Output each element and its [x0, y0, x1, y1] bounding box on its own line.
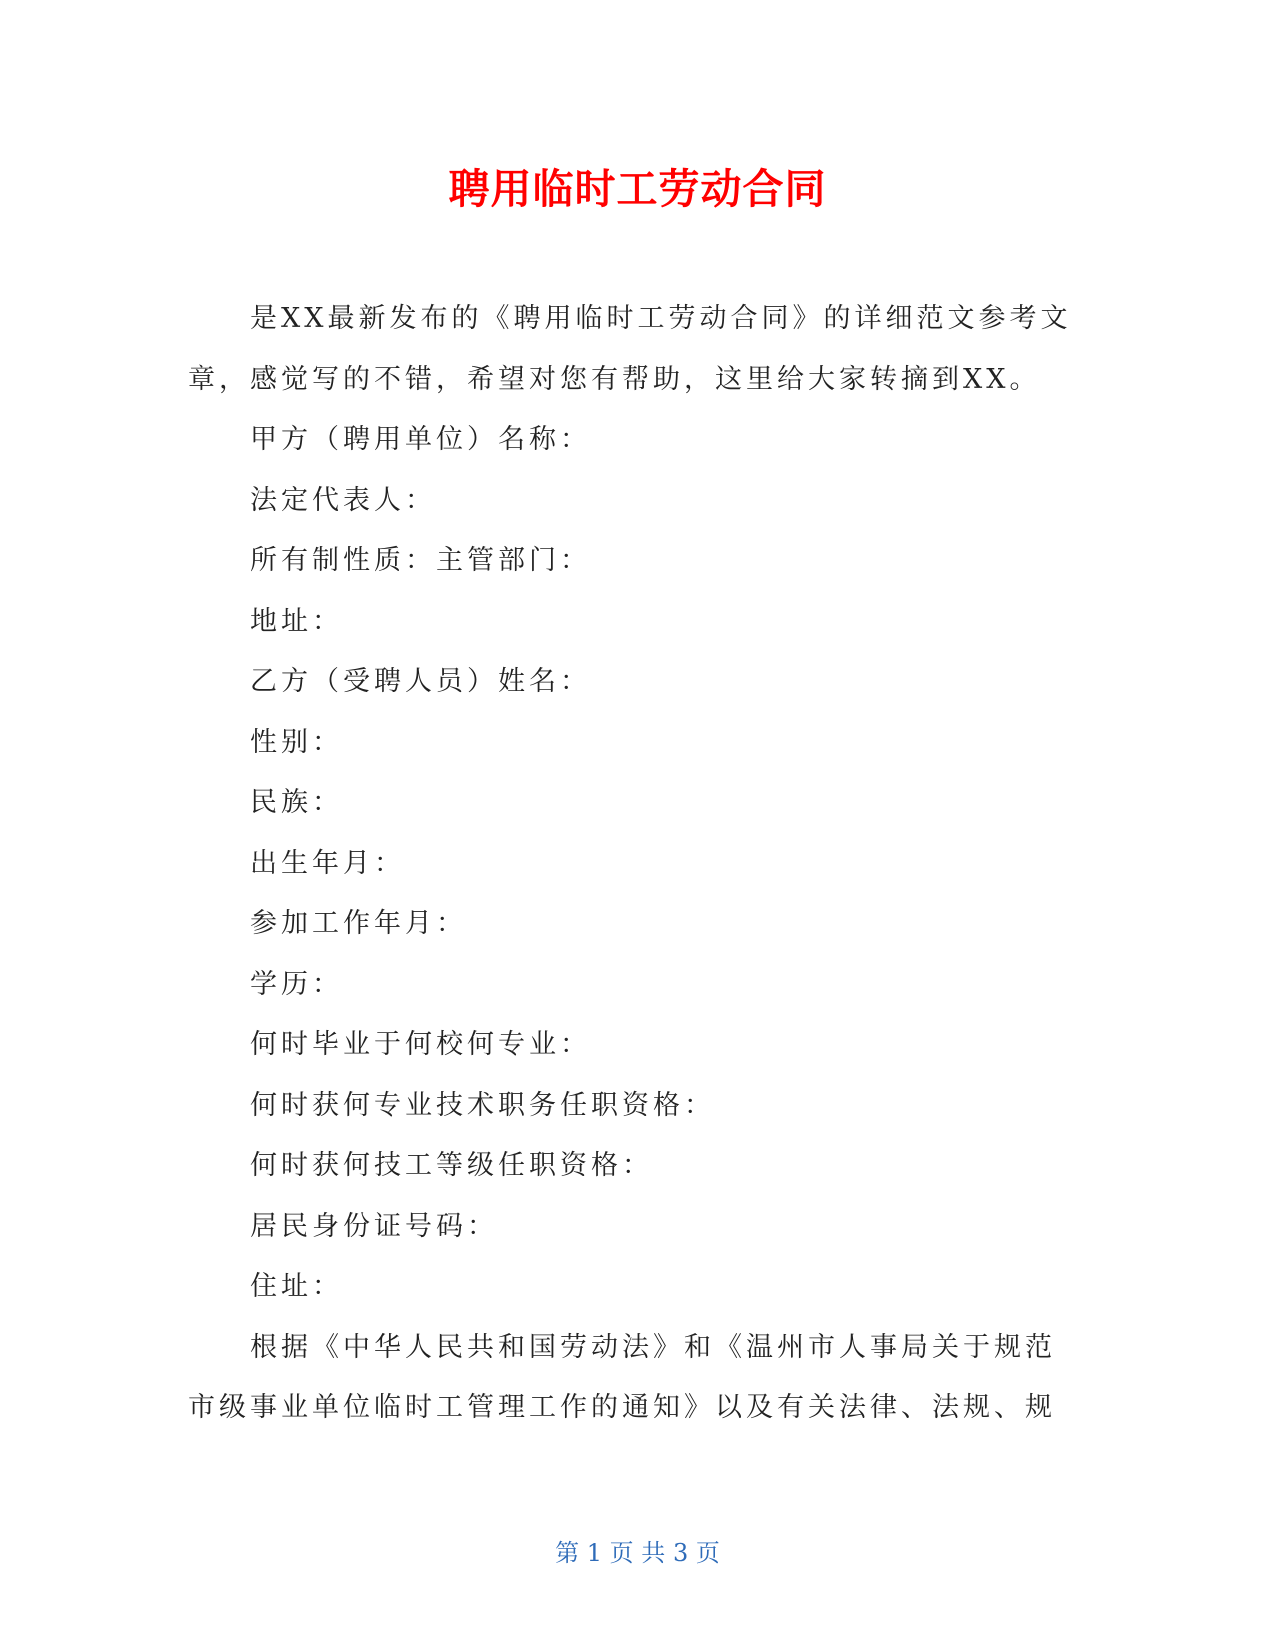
field-legal-representative: 法定代表人： — [250, 484, 436, 516]
field-education: 学历： — [250, 968, 343, 1000]
page-number-footer: 第 1 页 共 3 页 — [555, 1539, 720, 1567]
field-party-a-name: 甲方（聘用单位）名称： — [250, 424, 591, 455]
closing-line-2: 市级事业单位临时工管理工作的通知》以及有关法律、法规、规 — [188, 1392, 1056, 1423]
field-party-b-name: 乙方（受聘人员）姓名： — [250, 666, 591, 697]
document-title: 聘用临时工劳动合同 — [448, 165, 827, 213]
field-birth-date: 出生年月： — [250, 847, 405, 879]
intro-line-1: 是XX最新发布的《聘用临时工劳动合同》的详细范文参考文 — [250, 303, 1072, 334]
closing-paragraph — [188, 1318, 1060, 1439]
field-technician-grade: 何时获何技工等级任职资格： — [250, 1150, 653, 1181]
field-ownership-department: 所有制性质：主管部门： — [250, 545, 591, 576]
field-work-start-date: 参加工作年月： — [250, 908, 467, 939]
document-body — [188, 289, 1072, 1439]
field-gender: 性别： — [250, 726, 343, 758]
intro-line-2: 章，感觉写的不错，希望对您有帮助，这里给大家转摘到XX。 — [188, 363, 1041, 395]
field-id-number: 居民身份证号码： — [250, 1210, 498, 1242]
field-party-b-address: 住址： — [250, 1271, 343, 1302]
closing-line-1: 根据《中华人民共和国劳动法》和《温州市人事局关于规范 — [250, 1331, 1056, 1363]
field-graduation: 何时毕业于何校何专业： — [250, 1029, 591, 1060]
field-ethnicity: 民族： — [250, 787, 343, 818]
field-professional-title: 何时获何专业技术职务任职资格： — [250, 1089, 715, 1121]
field-party-a-address: 地址： — [250, 605, 343, 637]
intro-paragraph — [188, 289, 1072, 410]
